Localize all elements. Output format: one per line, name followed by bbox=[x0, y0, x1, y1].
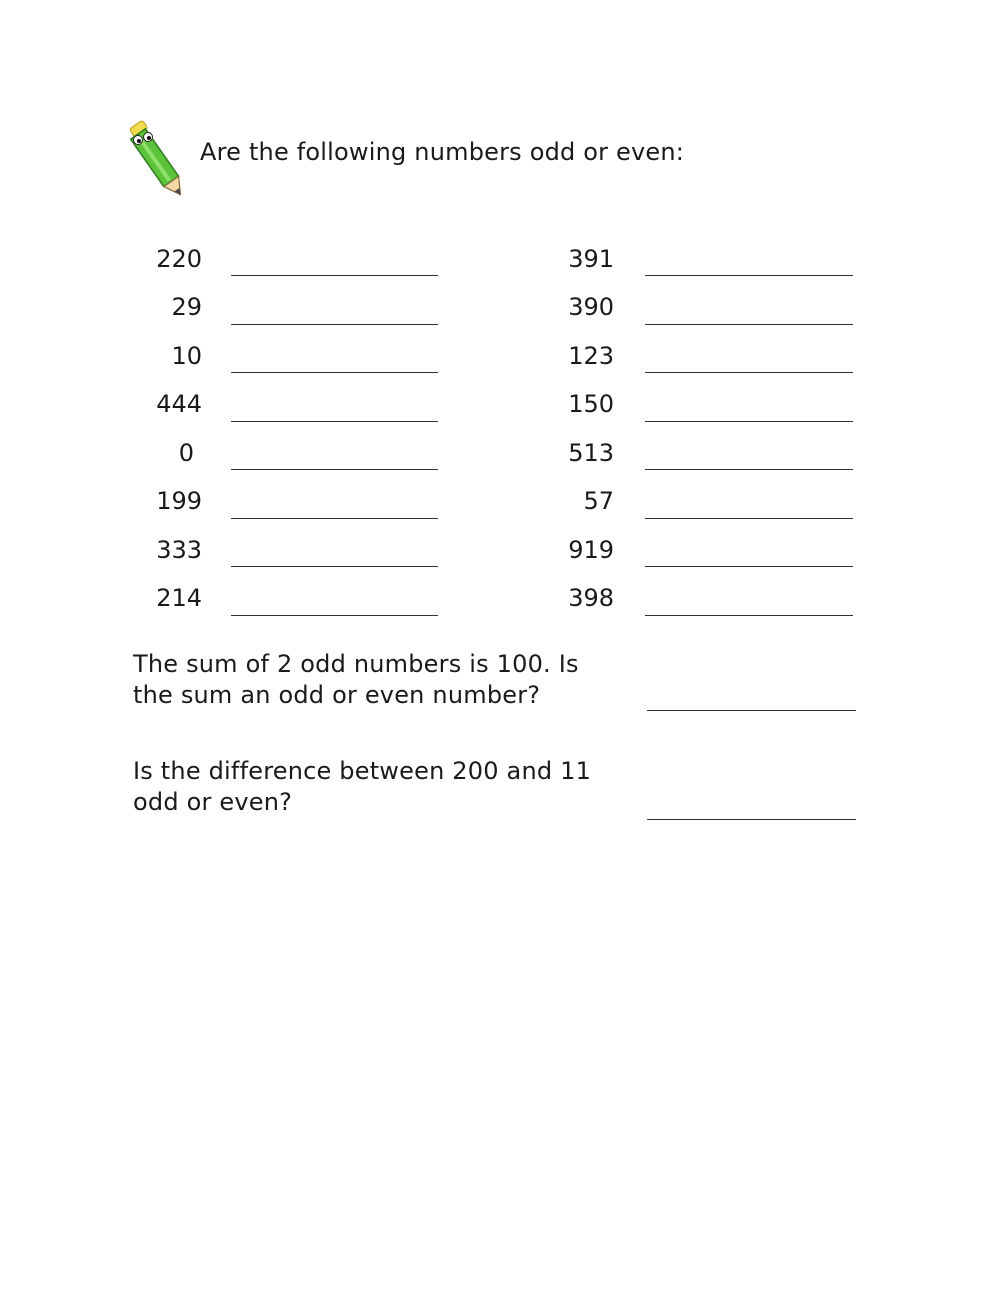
answer-line[interactable] bbox=[645, 518, 853, 519]
answer-line[interactable] bbox=[645, 324, 853, 325]
number-right-3: 123 bbox=[568, 342, 614, 370]
number-left-3: 10 bbox=[171, 342, 202, 370]
answer-line[interactable] bbox=[231, 469, 438, 470]
question-2-answer-line[interactable] bbox=[647, 819, 856, 820]
number-left-7: 333 bbox=[156, 536, 202, 564]
question-1-line-1: The sum of 2 odd numbers is 100. Is bbox=[133, 650, 579, 678]
answer-line[interactable] bbox=[231, 372, 438, 373]
answer-line[interactable] bbox=[645, 615, 853, 616]
number-left-6: 199 bbox=[156, 487, 202, 515]
answer-line[interactable] bbox=[231, 566, 438, 567]
pencil-icon bbox=[122, 118, 192, 210]
question-1-line-2: the sum an odd or even number? bbox=[133, 681, 541, 709]
answer-line[interactable] bbox=[645, 421, 853, 422]
answer-line[interactable] bbox=[645, 469, 853, 470]
question-1 bbox=[133, 649, 579, 711]
question-2-line-2: odd or even? bbox=[133, 788, 293, 816]
number-left-2: 29 bbox=[171, 293, 202, 321]
question-2 bbox=[133, 756, 591, 818]
question-2-line-1: Is the difference between 200 and 11 bbox=[133, 757, 592, 785]
number-right-7: 919 bbox=[568, 536, 614, 564]
number-right-4: 150 bbox=[568, 390, 614, 418]
number-right-1: 391 bbox=[568, 245, 614, 273]
number-left-1: 220 bbox=[156, 245, 202, 273]
answer-line[interactable] bbox=[231, 324, 438, 325]
answer-line[interactable] bbox=[231, 275, 438, 276]
answer-line[interactable] bbox=[231, 615, 438, 616]
number-left-4: 444 bbox=[156, 390, 202, 418]
answer-line[interactable] bbox=[645, 372, 853, 373]
instruction-text: Are the following numbers odd or even: bbox=[200, 138, 685, 166]
number-right-5: 513 bbox=[568, 439, 614, 467]
answer-line[interactable] bbox=[645, 275, 853, 276]
number-left-8: 214 bbox=[156, 584, 202, 612]
answer-line[interactable] bbox=[231, 518, 438, 519]
answer-line[interactable] bbox=[231, 421, 438, 422]
number-right-8: 398 bbox=[568, 584, 614, 612]
number-left-5: 0 bbox=[178, 439, 194, 467]
number-right-2: 390 bbox=[568, 293, 614, 321]
question-1-answer-line[interactable] bbox=[647, 710, 856, 711]
answer-line[interactable] bbox=[645, 566, 853, 567]
number-right-6: 57 bbox=[583, 487, 614, 515]
